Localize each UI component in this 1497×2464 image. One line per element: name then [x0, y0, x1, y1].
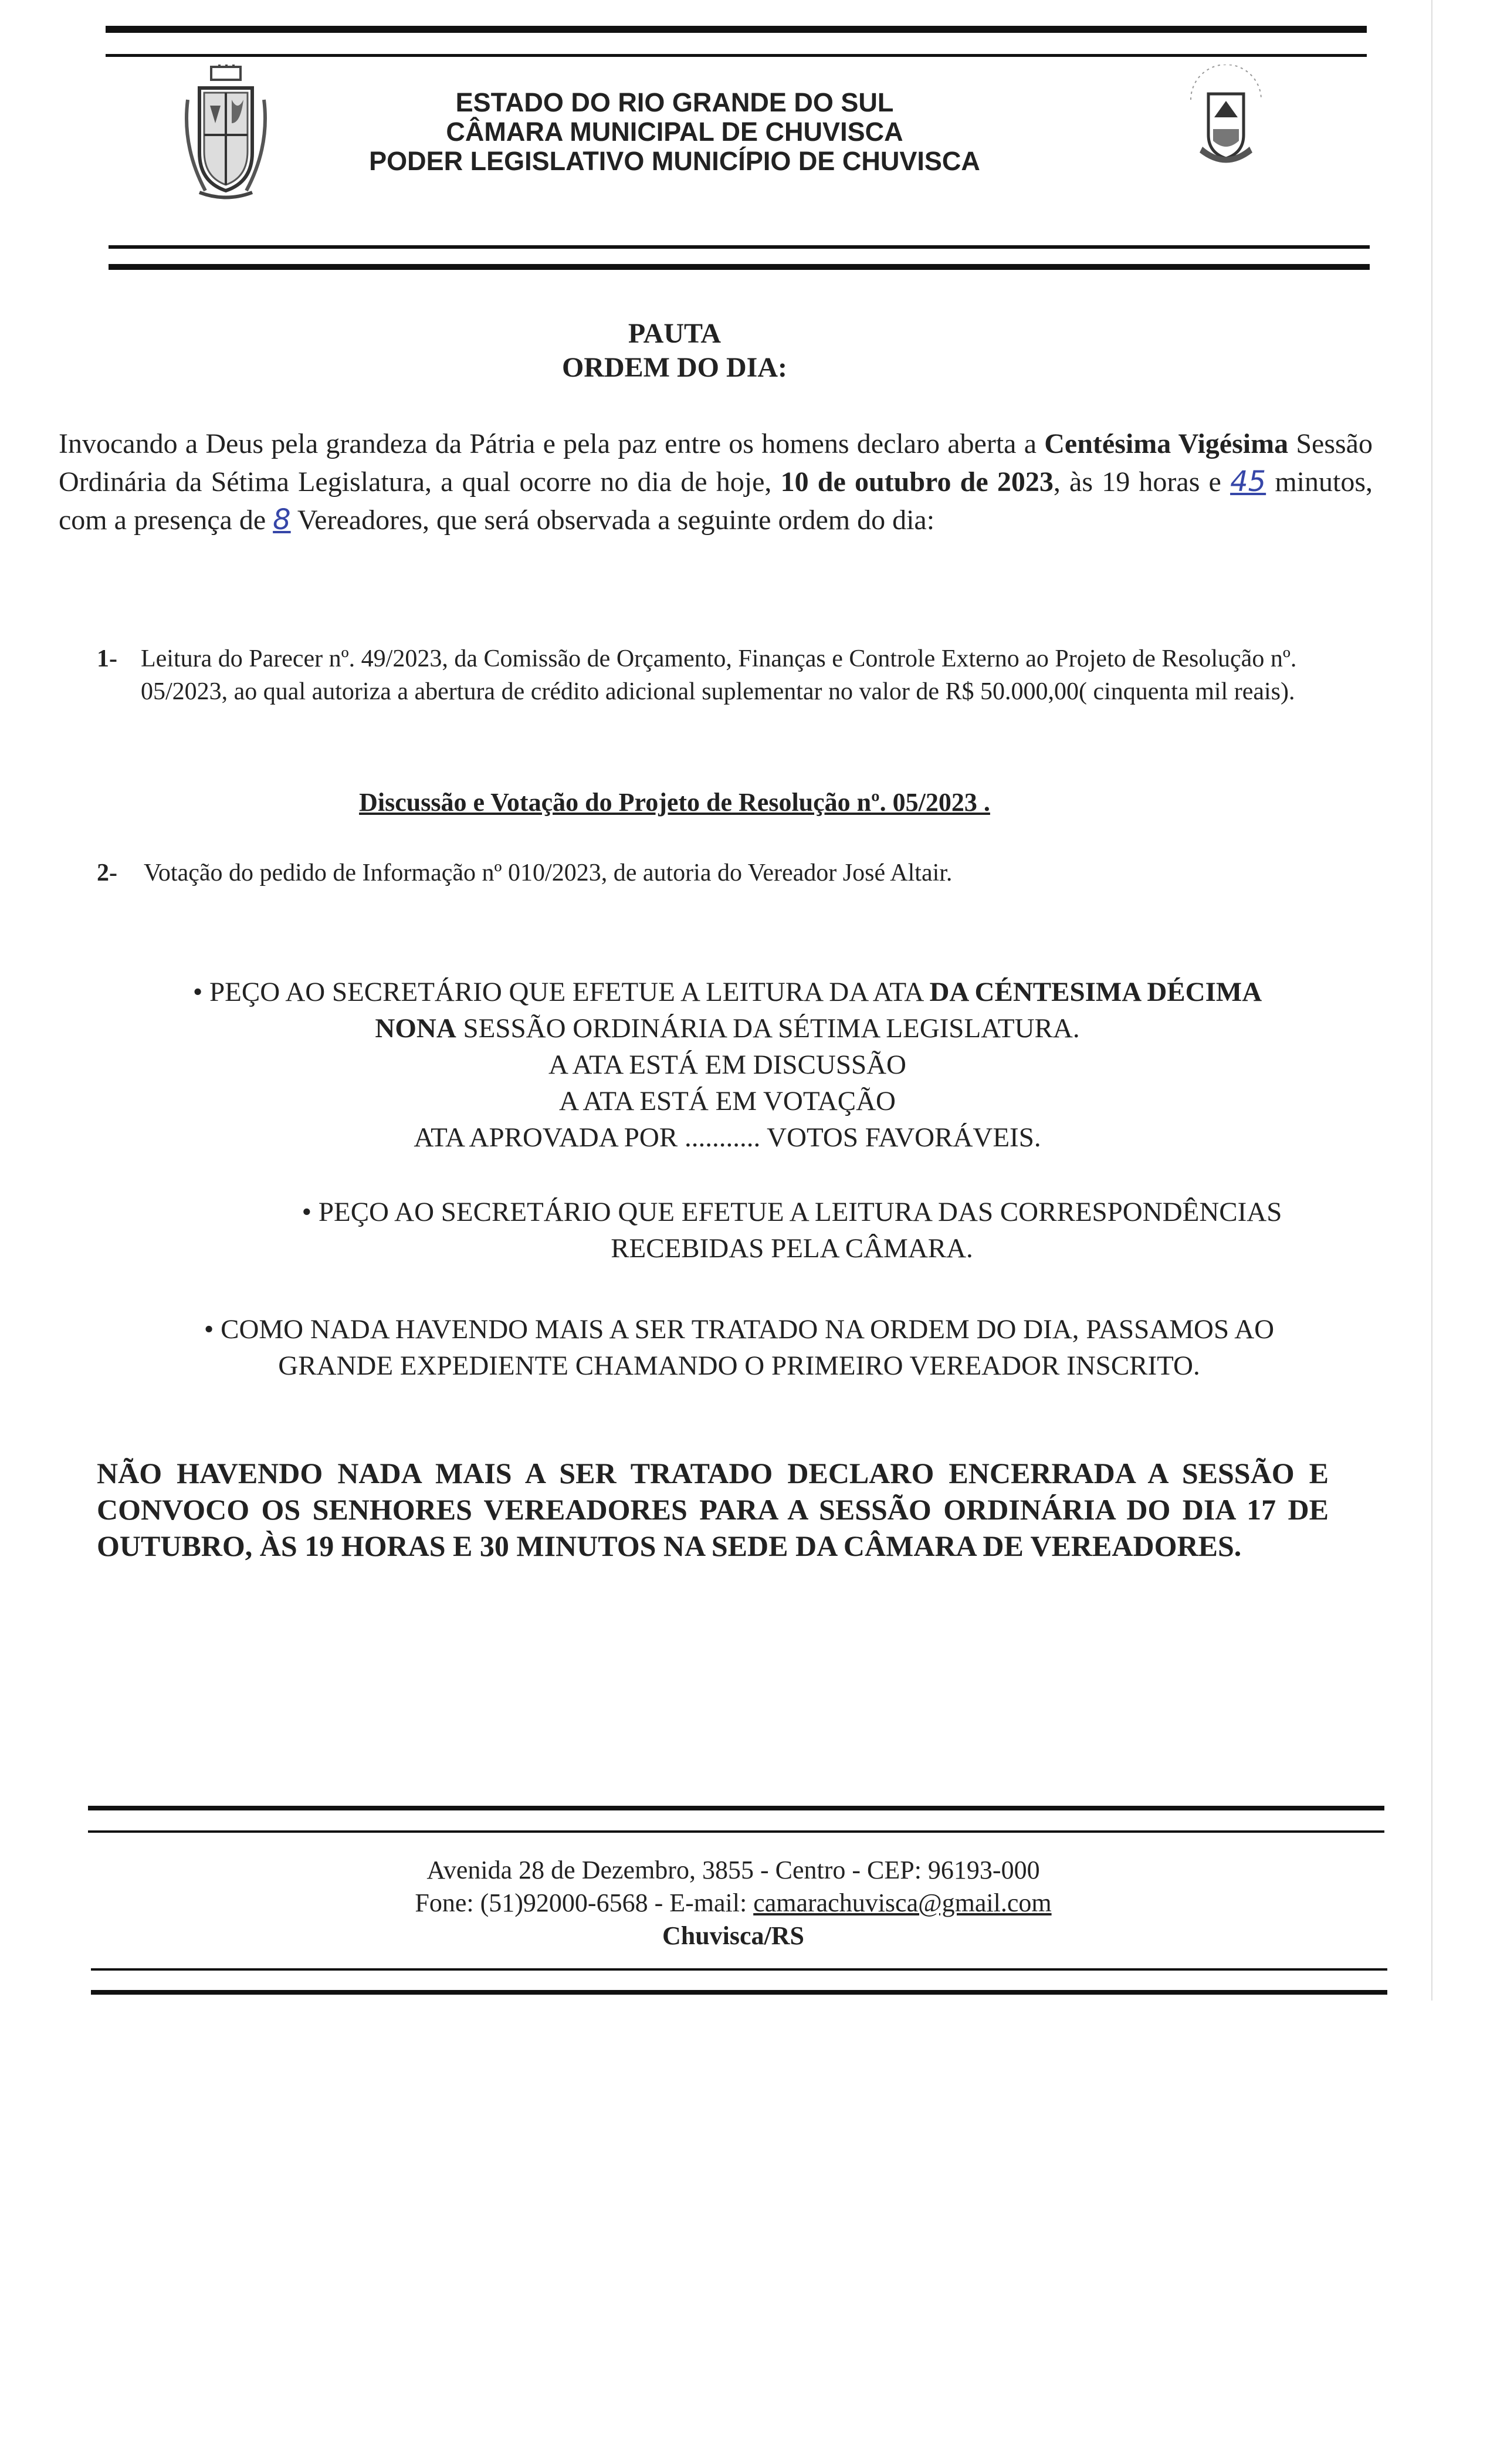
- item-2-number: 2-: [97, 859, 117, 886]
- footer-rule-thin: [88, 1830, 1384, 1833]
- bullet-1-bold: DA CÉNTESIMA DÉCIMA NONA: [375, 977, 1262, 1044]
- intro-paragraph: [59, 425, 1373, 539]
- handwritten-vereadores-count: 8: [273, 503, 291, 536]
- session-number: Centésima Vigésima: [1044, 428, 1289, 459]
- intro-text-5: Vereadores, que será observada a seguinte ordem do dia:: [290, 505, 935, 536]
- session-date: 10 de outubro de 2023: [780, 466, 1054, 497]
- footer-city: Chuvisca/RS: [662, 1921, 805, 1950]
- footer-bottom-rule-thin: [91, 1968, 1387, 1971]
- bullet-1-line-2: A ATA ESTÁ EM DISCUSSÃO: [548, 1050, 906, 1080]
- closing-text: NÃO HAVENDO NADA MAIS A SER TRATADO DECLARO ENCERRADA A SESSÃO E CONVOCO OS SENHORES VEREADORES PARA A SESSÃO ORDINÁRIA DO DIA 17 DE OUTUBRO, ÀS 19 HORAS E 30 MINUTOS NA SEDE DA CÂMARA DE VEREADORES.: [97, 1457, 1329, 1562]
- intro-text-3: , às 19 horas e: [1053, 466, 1231, 497]
- chamber-seal-icon: [1179, 65, 1273, 170]
- municipal-coat-of-arms-icon: [182, 65, 270, 199]
- header-block: [293, 88, 1056, 176]
- bullet-1-line-3: A ATA ESTÁ EM VOTAÇÃO: [559, 1086, 896, 1116]
- item-1-text: Leitura do Parecer nº. 49/2023, da Comissão de Orçamento, Finanças e Controle Externo ao Projeto de Resolução nº. 05/2023, ao qual autoriza a abertura de crédito adicional suplementar no valor de R$ 50.000,00( cinquenta mil reais).: [141, 645, 1297, 705]
- intro-text-2: Sessão Ordinária da Sétima Legislatura, a qual ocorre no dia de hoje,: [59, 428, 1373, 497]
- agenda-item-2: [97, 857, 1317, 889]
- title-pauta: PAUTA: [628, 318, 722, 349]
- bullet-1-main: [153, 974, 1302, 1047]
- top-rule-thin: [106, 54, 1367, 57]
- bullet-dot-icon: •: [204, 1314, 221, 1345]
- bullet-3-text: COMO NADA HAVENDO MAIS A SER TRATADO NA ORDEM DO DIA, PASSAMOS AO GRANDE EXPEDIENTE CHAMANDO O PRIMEIRO VEREADOR INSCRITO.: [221, 1314, 1275, 1381]
- footer-rule-thick: [88, 1806, 1384, 1810]
- bullet-2: [258, 1194, 1326, 1267]
- footer-email-link[interactable]: camarachuvisca@gmail.com: [753, 1888, 1052, 1917]
- header-state: ESTADO DO RIO GRANDE DO SUL: [455, 87, 894, 117]
- closing-paragraph: [97, 1455, 1329, 1564]
- bullet-1-line-4: ATA APROVADA POR ........... VOTOS FAVORÁVEIS.: [414, 1122, 1041, 1153]
- item-1-number: 1-: [97, 645, 117, 672]
- intro-text-1: Invocando a Deus pela grandeza da Pátria e pela paz entre os homens declaro aberta a: [59, 428, 1045, 459]
- header-rule-thick: [109, 264, 1370, 270]
- bullet-1-text-2: SESSÃO ORDINÁRIA DA SÉTIMA LEGISLATURA.: [456, 1013, 1080, 1044]
- item-2-text: Votação do pedido de Informação nº 010/2023, de autoria do Vereador José Altair.: [144, 859, 953, 886]
- intro-text-4: minutos, com a presença de: [59, 466, 1373, 536]
- header-legislative: PODER LEGISLATIVO MUNICÍPIO DE CHUVISCA: [369, 146, 980, 176]
- header-chamber: CÂMARA MUNICIPAL DE CHUVISCA: [446, 117, 903, 147]
- header-rule-thin: [109, 245, 1370, 249]
- footer-contact: [293, 1887, 1173, 1920]
- agenda-item-1: [97, 642, 1317, 708]
- document-title: [411, 317, 939, 385]
- top-rule-thick: [106, 26, 1367, 33]
- discussion-heading-text: Discussão e Votação do Projeto de Resolução nº. 05/2023 .: [359, 788, 990, 817]
- scan-edge: [1431, 0, 1432, 2001]
- bullet-dot-icon: •: [192, 977, 210, 1007]
- bullet-1: [153, 974, 1302, 1156]
- bullet-dot-icon: •: [302, 1197, 319, 1227]
- discussion-heading: [293, 786, 1056, 819]
- title-ordem-do-dia: ORDEM DO DIA:: [562, 352, 787, 383]
- footer-phone: Fone: (51)92000-6568 - E-mail:: [415, 1888, 754, 1917]
- bullet-1-text-1: PEÇO AO SECRETÁRIO QUE EFETUE A LEITURA DA ATA: [209, 977, 930, 1007]
- bullet-3: [153, 1311, 1326, 1384]
- bullet-2-text: PEÇO AO SECRETÁRIO QUE EFETUE A LEITURA DAS CORRESPONDÊNCIAS RECEBIDAS PELA CÂMARA.: [318, 1197, 1282, 1264]
- footer-bottom-rule-thick: [91, 1990, 1387, 1995]
- footer-address: Avenida 28 de Dezembro, 3855 - Centro - CEP: 96193-000: [426, 1856, 1040, 1884]
- handwritten-minutes: 45: [1230, 465, 1266, 498]
- footer-block: [293, 1854, 1173, 1952]
